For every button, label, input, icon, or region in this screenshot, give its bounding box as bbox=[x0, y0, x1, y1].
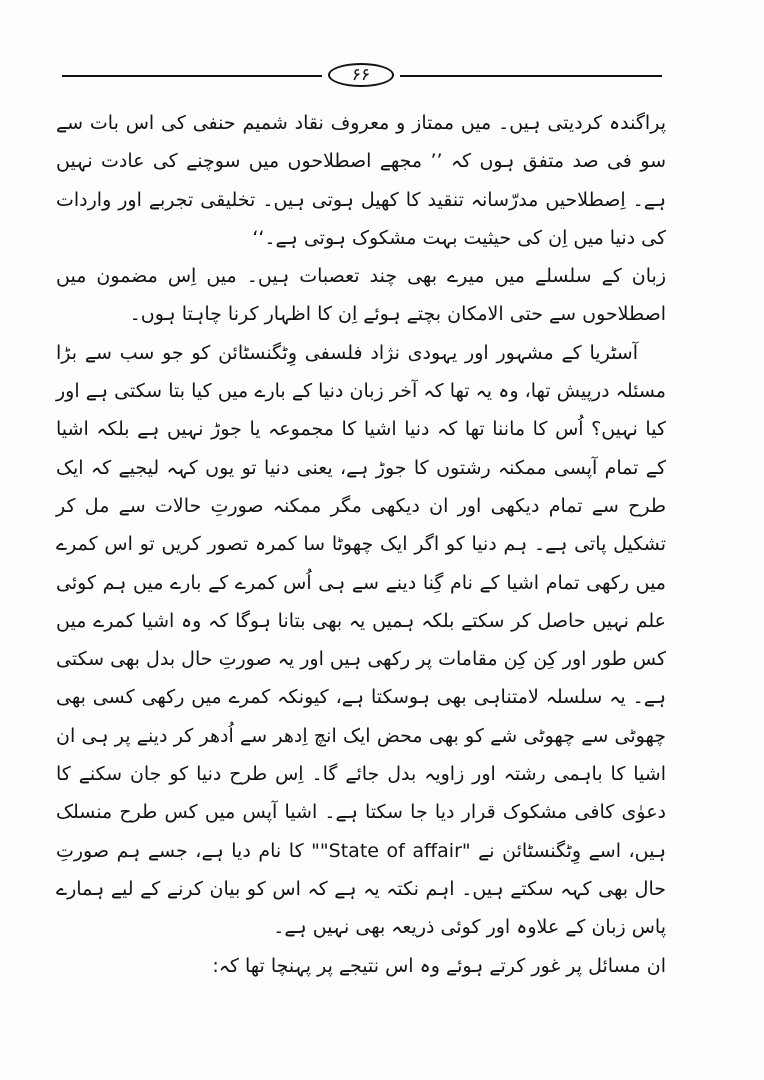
body-text bbox=[56, 104, 666, 985]
paragraph-2: زبان کے سلسلے میں میرے بھی چند تعصبات ہیں۔ میں اِس مضمون میں اصطلاحوں سے حتی الامکان بچتے ہوئے اِن کا اظہار کرنا چاہتا ہوں۔ bbox=[56, 265, 666, 326]
paragraph-4: ان مسائل پر غور کرتے ہوئے وہ اس نتیجے پر پہنچا تھا کہ: bbox=[212, 954, 666, 977]
page-number: ۶۶ bbox=[328, 63, 394, 87]
header-rule-left bbox=[62, 75, 322, 77]
paragraph-1: پراگندہ کردیتی ہیں۔ میں ممتاز و معروف نقاد شمیم حنفی کی اس بات سے سو فی صد متفق ہوں کہ ’’ مجھے اصطلاحوں میں سوچنے کی عادت نہیں ہے۔ اِصطلاحیں مدرّسانہ تنقید کا کھیل ہوتی ہیں۔ تخلیقی تجربے اور واردات کی دنیا میں اِن کی حیثیت بہت مشکوک ہوتی ہے۔‘‘ bbox=[56, 112, 666, 249]
paragraph-3: آسٹریا کے مشہور اور یہودی نژاد فلسفی وِٹگنسٹائن کو جو سب سے بڑا مسئلہ درپیش تھا، وہ یہ تھا کہ آخر زبان دنیا کے بارے میں کیا بتا سکتی ہے اور کیا نہیں؟ اُس کا ماننا تھا کہ دنیا اشیا کا مجموعہ یا جوڑ نہیں ہے بلکہ اشیا کے تمام آپسی ممکنہ رشتوں کا جوڑ ہے، یعنی دنیا تو یوں کہہ لیجیے کہ ایک طرح سے تمام دیکھی اور ان دیکھی مگر ممکنہ صورتِ حالات سے مل کر تشکیل پاتی ہے۔ ہم دنیا کو اگر ایک چھوٹا سا کمرہ تصور کریں تو اس کمرے میں رکھی تمام اشیا کے نام گِنا دینے سے ہی اُس کمرے کے بارے میں ہم کوئی علم نہیں حاصل کر سکتے بلکہ ہمیں یہ بھی بتانا ہوگا کہ وہ اشیا کمرے میں کس طور اور کِن کِن مقامات پر رکھی ہیں اور یہ صورتِ حال بدل بھی سکتی ہے۔ یہ سلسلہ لامتناہی بھی ہوسکتا ہے، کیونکہ کمرے میں رکھی کسی بھی چھوٹی سے چھوٹی شے کو بھی محض ایک انچ اِدھر سے اُدھر کر دینے پر ہی ان اشیا کا باہمی رشتہ اور زاویہ بدل جائے گا۔ اِس طرح دنیا کو جان سکنے کا دعوٰی کافی مشکوک قرار دیا جا سکتا ہے۔ اشیا آپس میں کس طرح منسلک ہیں، اسے وِٹگنسٹائن نے "State of affair"" کا نام دیا ہے، جسے ہم صورتِ حال بھی کہہ سکتے ہیں۔ اہم نکتہ یہ ہے کہ اس کو بیان کرنے کے لیے ہمارے پاس زبان کے علاوہ اور کوئی ذریعہ بھی نہیں ہے۔ bbox=[56, 341, 667, 939]
header-rule-right bbox=[400, 75, 662, 77]
page-header bbox=[62, 62, 662, 90]
